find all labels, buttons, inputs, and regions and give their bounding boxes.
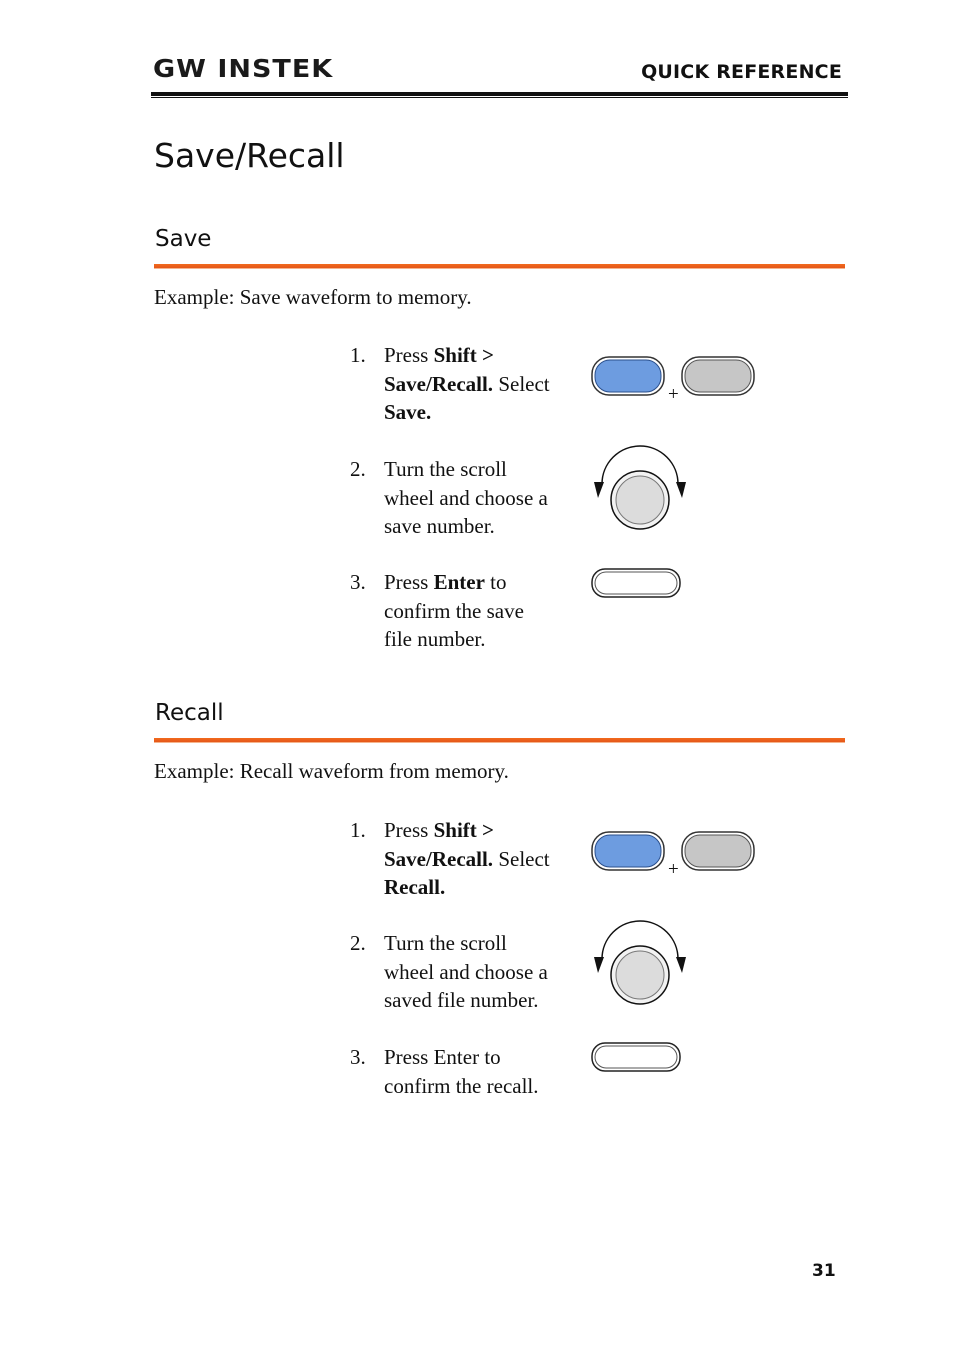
step-text-bold: Enter xyxy=(433,570,485,594)
plus-sign: + xyxy=(668,859,679,880)
step-text: wheel and choose a xyxy=(384,485,548,510)
step-text: Press xyxy=(384,818,434,842)
step-text: save number. xyxy=(384,514,495,538)
save-heading: Save xyxy=(155,226,212,252)
shift-button-icon xyxy=(592,832,664,870)
step-text: Press Enter to xyxy=(384,1045,501,1069)
step-text: Press xyxy=(384,570,434,594)
shift-save-recall-icons xyxy=(590,830,760,880)
header-section-label: QUICK REFERENCE xyxy=(641,61,842,83)
page-title: Save/Recall xyxy=(154,136,345,175)
step-text: file number. xyxy=(384,627,486,651)
step-text-bold: Shift > xyxy=(433,818,494,842)
step-text-bold: Save/Recall. xyxy=(384,371,494,396)
step-number: 1. xyxy=(350,343,366,367)
step-number: 2. xyxy=(350,931,366,955)
header-rule xyxy=(151,92,848,96)
scroll-wheel-icon xyxy=(590,452,690,534)
gw-instek-logo: GW INSTEK xyxy=(153,55,334,84)
step-number: 3. xyxy=(350,1045,366,1069)
step-text: wheel and choose a xyxy=(384,959,548,984)
step-text: Select xyxy=(493,371,550,396)
step-text-bold: Shift > xyxy=(433,343,494,367)
plus-sign: + xyxy=(668,384,679,405)
shift-button-icon xyxy=(592,357,664,395)
step-text: Select xyxy=(493,846,550,871)
recall-heading-rule-shadow xyxy=(154,742,845,743)
save-recall-button-icon xyxy=(682,832,754,870)
recall-heading: Recall xyxy=(155,700,224,726)
header-rule-thin xyxy=(151,97,848,98)
page-number: 31 xyxy=(812,1261,836,1281)
step-text: confirm the recall. xyxy=(384,1073,539,1098)
step-text: confirm the save xyxy=(384,598,524,623)
step-text-bold: Save/Recall. xyxy=(384,846,494,871)
step-number: 3. xyxy=(350,570,366,594)
save-example: Example: Save waveform to memory. xyxy=(154,285,472,309)
save-heading-rule-shadow xyxy=(154,268,845,269)
step-text: Turn the scroll xyxy=(384,457,507,481)
recall-example: Example: Recall waveform from memory. xyxy=(154,759,509,783)
enter-button-icon xyxy=(590,1041,685,1075)
step-text: Press xyxy=(384,343,434,367)
step-text-bold: Save. xyxy=(384,400,432,424)
enter-button-icon xyxy=(590,567,685,601)
step-text: Turn the scroll xyxy=(384,931,507,955)
step-text-bold: Recall. xyxy=(384,875,446,899)
step-text: to xyxy=(484,570,507,594)
step-number: 1. xyxy=(350,818,366,842)
step-text: saved file number. xyxy=(384,988,539,1012)
step-number: 2. xyxy=(350,457,366,481)
shift-save-recall-icons xyxy=(590,355,760,405)
save-recall-button-icon xyxy=(682,357,754,395)
scroll-wheel-icon xyxy=(590,927,690,1009)
